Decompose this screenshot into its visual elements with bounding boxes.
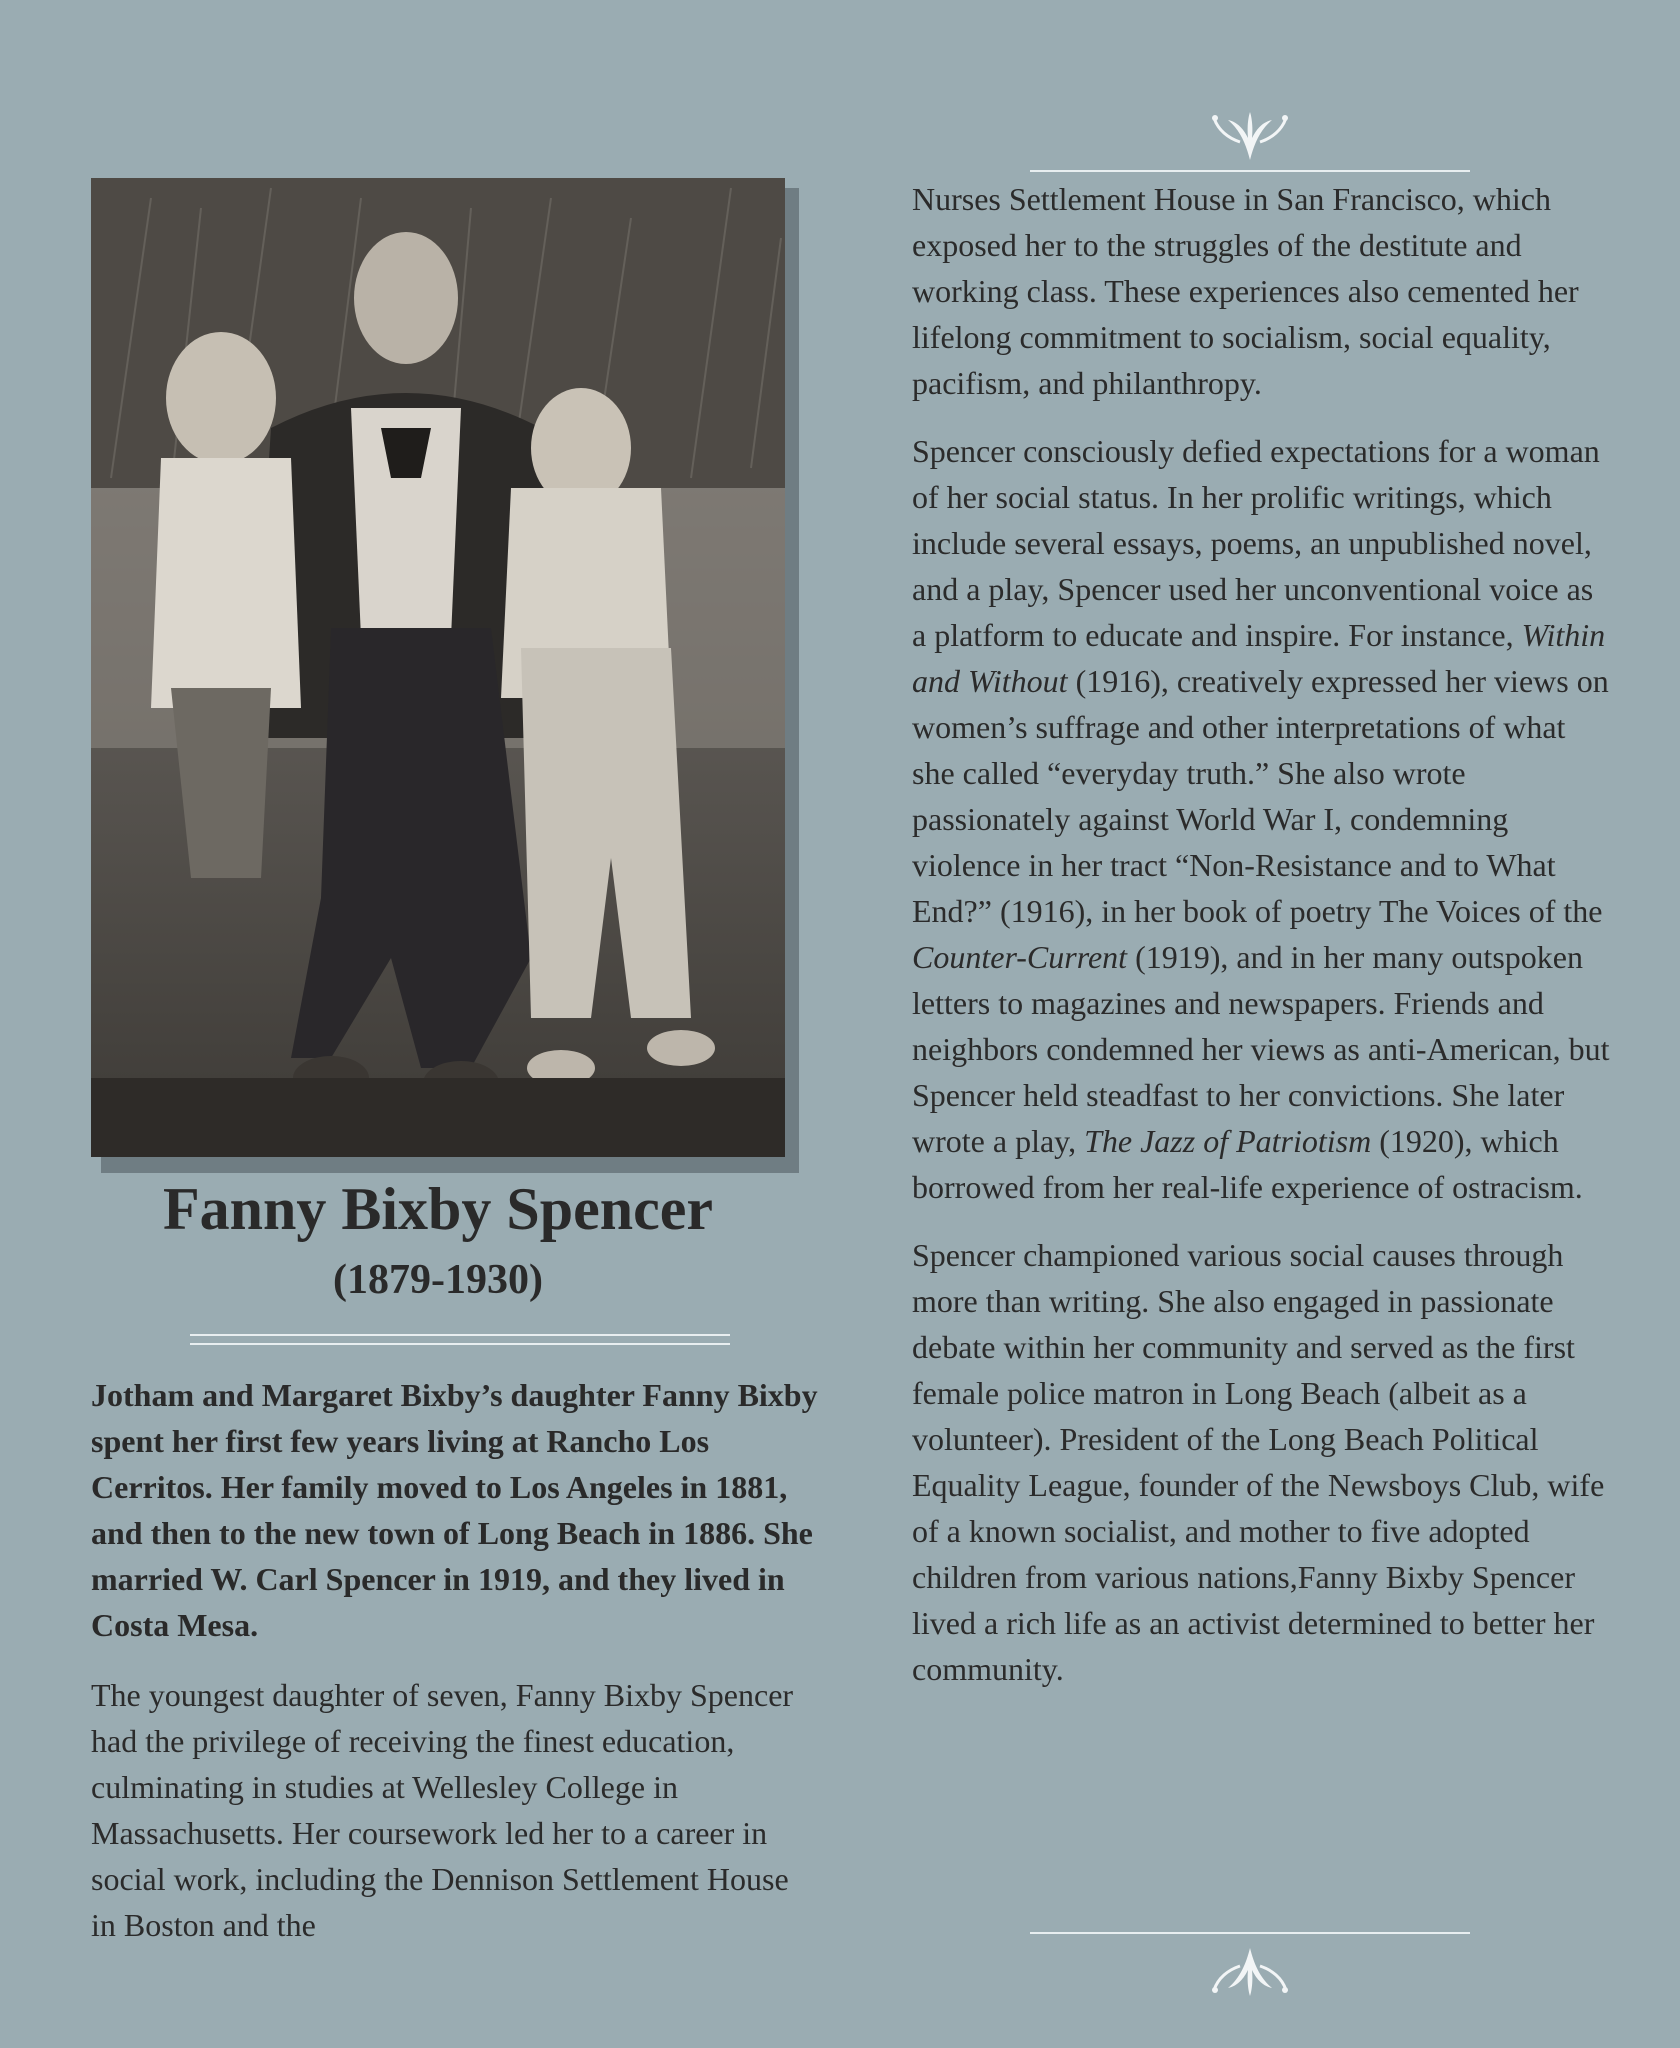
text-run: (1916), creatively expressed her views on women’s suffrage and other interpretations of what she called “everyday truth.” She also wrote passionately against World War I, condemning violence in her tract “Non-Resistance and to What End?” (1916), in her book of poetry The Voices of the — [912, 663, 1609, 929]
work-title: Counter-Current — [912, 939, 1128, 975]
family-portrait-photo — [91, 178, 785, 1157]
text-run: (1919), and in her many outspoken letters to magazines and newspapers. Friends and neighbors condemned her views as anti-American, but Spencer held steadfast to her convictions. She later wrote a play, — [912, 939, 1610, 1159]
body-paragraph-1: The youngest daughter of seven, Fanny Bixby Spencer had the privilege of receiving the finest education, culminating in studies at Wellesley College in Massachusetts. Her coursework led her to a career in social work, including the Dennison Settlement House in Boston and the — [91, 1677, 794, 1943]
work-title: Within and Without — [912, 617, 1606, 699]
fleur-ornament-icon — [1210, 1944, 1290, 2000]
top-divider — [1030, 170, 1470, 172]
body-paragraph-2: Nurses Settlement House in San Francisco, which exposed her to the struggles of the destitute and working class. These experiences also cemented her lifelong commitment to socialism, social equality, pacifism, and philanthropy. — [912, 181, 1579, 401]
text-run: (1920), which borrowed from her real-life experience of ostracism. — [912, 1123, 1583, 1205]
bottom-divider — [1030, 1932, 1470, 1934]
page-title: Fanny Bixby Spencer — [162, 1176, 714, 1242]
life-dates: (1879-1930) — [333, 1257, 543, 1303]
lead-paragraph: Jotham and Margaret Bixby’s daughter Fanny Bixby spent her first few years living at Rancho Los Cerritos. Her family moved to Los Angeles in 1881, and then to the new town of Long Beach in 1886. She married W. Carl Spencer in 1919, and they lived in Costa Mesa. — [91, 1377, 818, 1643]
text-run: Spencer consciously defied expectations for a woman of her social status. In her prolific writings, which include several essays, poems, an unpublished novel, and a play, Spencer used her unconventional voice as a platform to educate and inspire. For instance, — [912, 433, 1600, 653]
left-column — [91, 1372, 821, 1948]
fleur-ornament-icon — [1210, 108, 1290, 164]
right-column — [912, 176, 1612, 1714]
body-paragraph-3 — [912, 428, 1612, 1210]
work-title: The Jazz of Patriotism — [1084, 1123, 1372, 1159]
body-paragraph-4: Spencer championed various social causes through more than writing. She also engaged in passionate debate within her community and served as the first female police matron in Long Beach (albeit as a volunteer). President of the Long Beach Political Equality League, founder of the Newsboys Club, wife of a known socialist, and mother to five adopted children from various nations,Fanny Bixby Spencer lived a rich life as an activist determined to better her community. — [912, 1237, 1605, 1687]
title-divider — [190, 1334, 730, 1345]
